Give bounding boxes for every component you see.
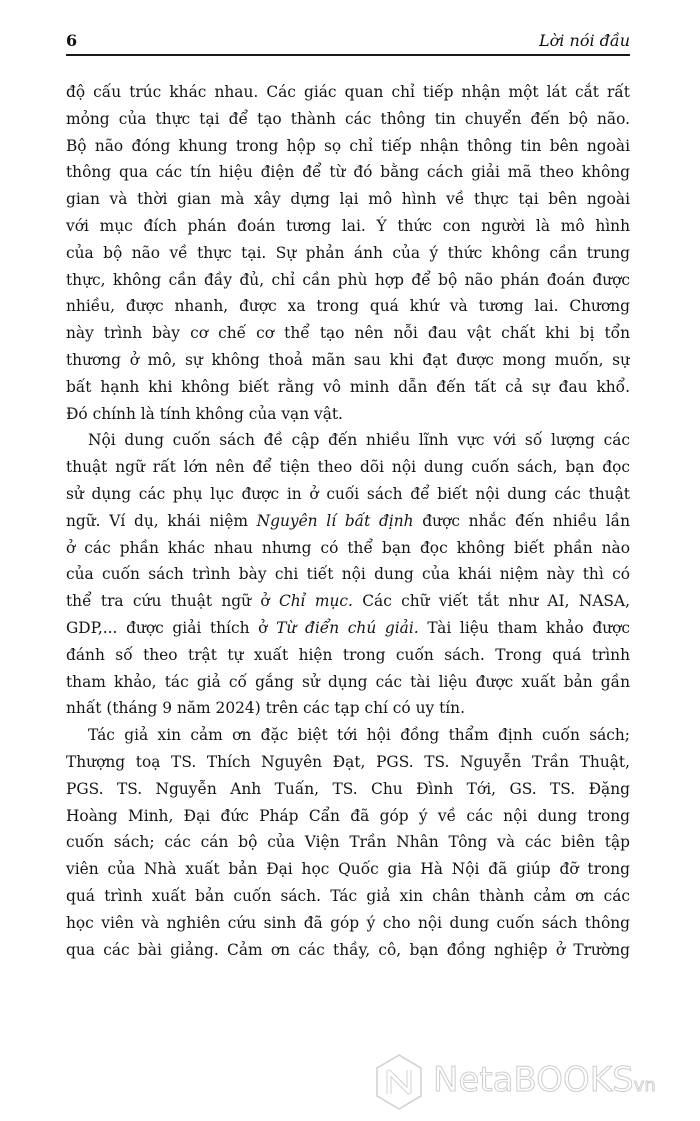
text-line: đánh số theo trật tự xuất hiện trong cuốn sách. Trong quá trình — [66, 645, 630, 664]
text-run: ngữ. Ví dụ, khái niệm — [66, 511, 257, 530]
text-line: cuốn sách; các cán bộ của Viện Trần Nhân Tông và các biên tập — [66, 833, 630, 852]
paragraph-3 — [66, 722, 630, 963]
text-run: Các chữ viết tắt như AI, NASA, — [352, 592, 630, 611]
text-line: qua các bài giảng. Cảm ơn các thầy, cô, bạn đồng nghiệp ở Trường — [66, 940, 630, 959]
netabooks-logo-icon — [373, 1052, 425, 1112]
text-line: thực, không cần đầy đủ, chỉ cần phù hợp để bộ não phán đoán được — [66, 270, 630, 289]
text-line: thương ở mô, sự không thoả mãn sau khi đạt được mong muốn, sự — [66, 350, 630, 369]
text-run: thể tra cứu thuật ngữ ở — [66, 592, 279, 611]
text-run: GDP,... được giải thích ở — [66, 618, 277, 637]
text-line: sử dụng các phụ lục được in ở cuối sách để biết nội dung các thuật — [66, 484, 630, 503]
text-line: Thượng toạ TS. Thích Nguyên Đạt, PGS. TS. Nguyễn Trần Thuật, — [66, 752, 630, 771]
text-line: học viên và nghiên cứu sinh đã góp ý cho nội dung cuốn sách thông — [66, 913, 630, 932]
page-number: 6 — [66, 31, 78, 50]
text-line: mỏng của thực tại để tạo thành các thông tin chuyển đến bộ não. — [66, 109, 630, 128]
text-line: Bộ não đóng khung trong hộp sọ chỉ tiếp nhận thông tin bên ngoài — [66, 136, 630, 155]
text-line: của bộ não về thực tại. Sự phản ánh của ý thức không cần trung — [66, 243, 630, 262]
text-line: PGS. TS. Nguyễn Anh Tuấn, TS. Chu Đình Tới, GS. TS. Đặng — [66, 779, 630, 798]
watermark-brand-b: BOOKS — [513, 1060, 634, 1100]
netabooks-watermark — [373, 1052, 693, 1112]
text-line: gian và thời gian mà xây dựng lại mô hình về thực tại bên ngoài — [66, 190, 630, 209]
paragraph-1 — [66, 79, 630, 427]
text-line: bất hạnh khi không biết rằng vô minh dẫn đến tất cả sự đau khổ. — [66, 377, 630, 396]
text-line: độ cấu trúc khác nhau. Các giác quan chỉ tiếp nhận một lát cắt rất — [66, 83, 630, 101]
watermark-brand-a: Neta — [433, 1060, 514, 1100]
term-uncertainty-principle: Nguyên lí bất định — [256, 511, 414, 530]
text-line — [66, 588, 630, 615]
text-line: viên của Nhà xuất bản Đại học Quốc gia Hà Nội đã giúp đỡ trong — [66, 860, 630, 879]
text-line: với mục đích phán đoán tương lai. Ý thức con người là mô hình — [66, 216, 630, 235]
term-index: Chỉ mục. — [278, 592, 353, 611]
term-glossary: Từ điển chú giải. — [276, 618, 419, 637]
watermark-suffix: vn — [633, 1075, 656, 1096]
text-line: nhất (tháng 9 năm 2024) trên các tạp chí có uy tín. — [66, 699, 465, 718]
text-line: tham khảo, tác giả cố gắng sử dụng các tài liệu được xuất bản gần — [66, 672, 630, 691]
text-line: thuật ngữ rất lớn nên để tiện theo dõi nội dung cuốn sách, bạn đọc — [66, 458, 630, 477]
watermark-wordmark — [433, 1060, 656, 1100]
text-line: Nội dung cuốn sách đề cập đến nhiều lĩnh vực với số lượng các — [88, 431, 630, 450]
text-line: này trình bày cơ chế cơ thể tạo nên nỗi đau vật chất khi bị tổn — [66, 324, 630, 343]
text-run: Tài liệu tham khảo được — [418, 618, 630, 637]
text-run: được nhắc đến nhiều lần — [413, 511, 630, 530]
text-line: Tác giả xin cảm ơn đặc biệt tới hội đồng thẩm định cuốn sách; — [88, 726, 630, 745]
text-line: thông qua các tín hiệu điện để từ đó bằng cách giải mã theo không — [66, 163, 630, 182]
text-line — [66, 615, 630, 642]
paragraph-2 — [66, 427, 630, 722]
text-line: Hoàng Minh, Đại đức Pháp Cẩn đã góp ý về các nội dung trong — [66, 806, 630, 825]
text-line — [66, 508, 630, 535]
running-title: Lời nói đầu — [539, 31, 630, 50]
text-line: ở các phần khác nhau nhưng có thể bạn đọc không biết phần nào — [66, 538, 630, 557]
page-header — [66, 28, 630, 56]
page-body — [66, 79, 630, 963]
text-line: Đó chính là tính không của vạn vật. — [66, 404, 343, 423]
text-line: quá trình xuất bản cuốn sách. Tác giả xin chân thành cảm ơn các — [66, 886, 630, 905]
text-line: nhiều, được nhanh, được xa trong quá khứ và tương lai. Chương — [66, 297, 630, 316]
text-line: của cuốn sách trình bày chi tiết nội dung của khái niệm này thì có — [66, 565, 630, 584]
